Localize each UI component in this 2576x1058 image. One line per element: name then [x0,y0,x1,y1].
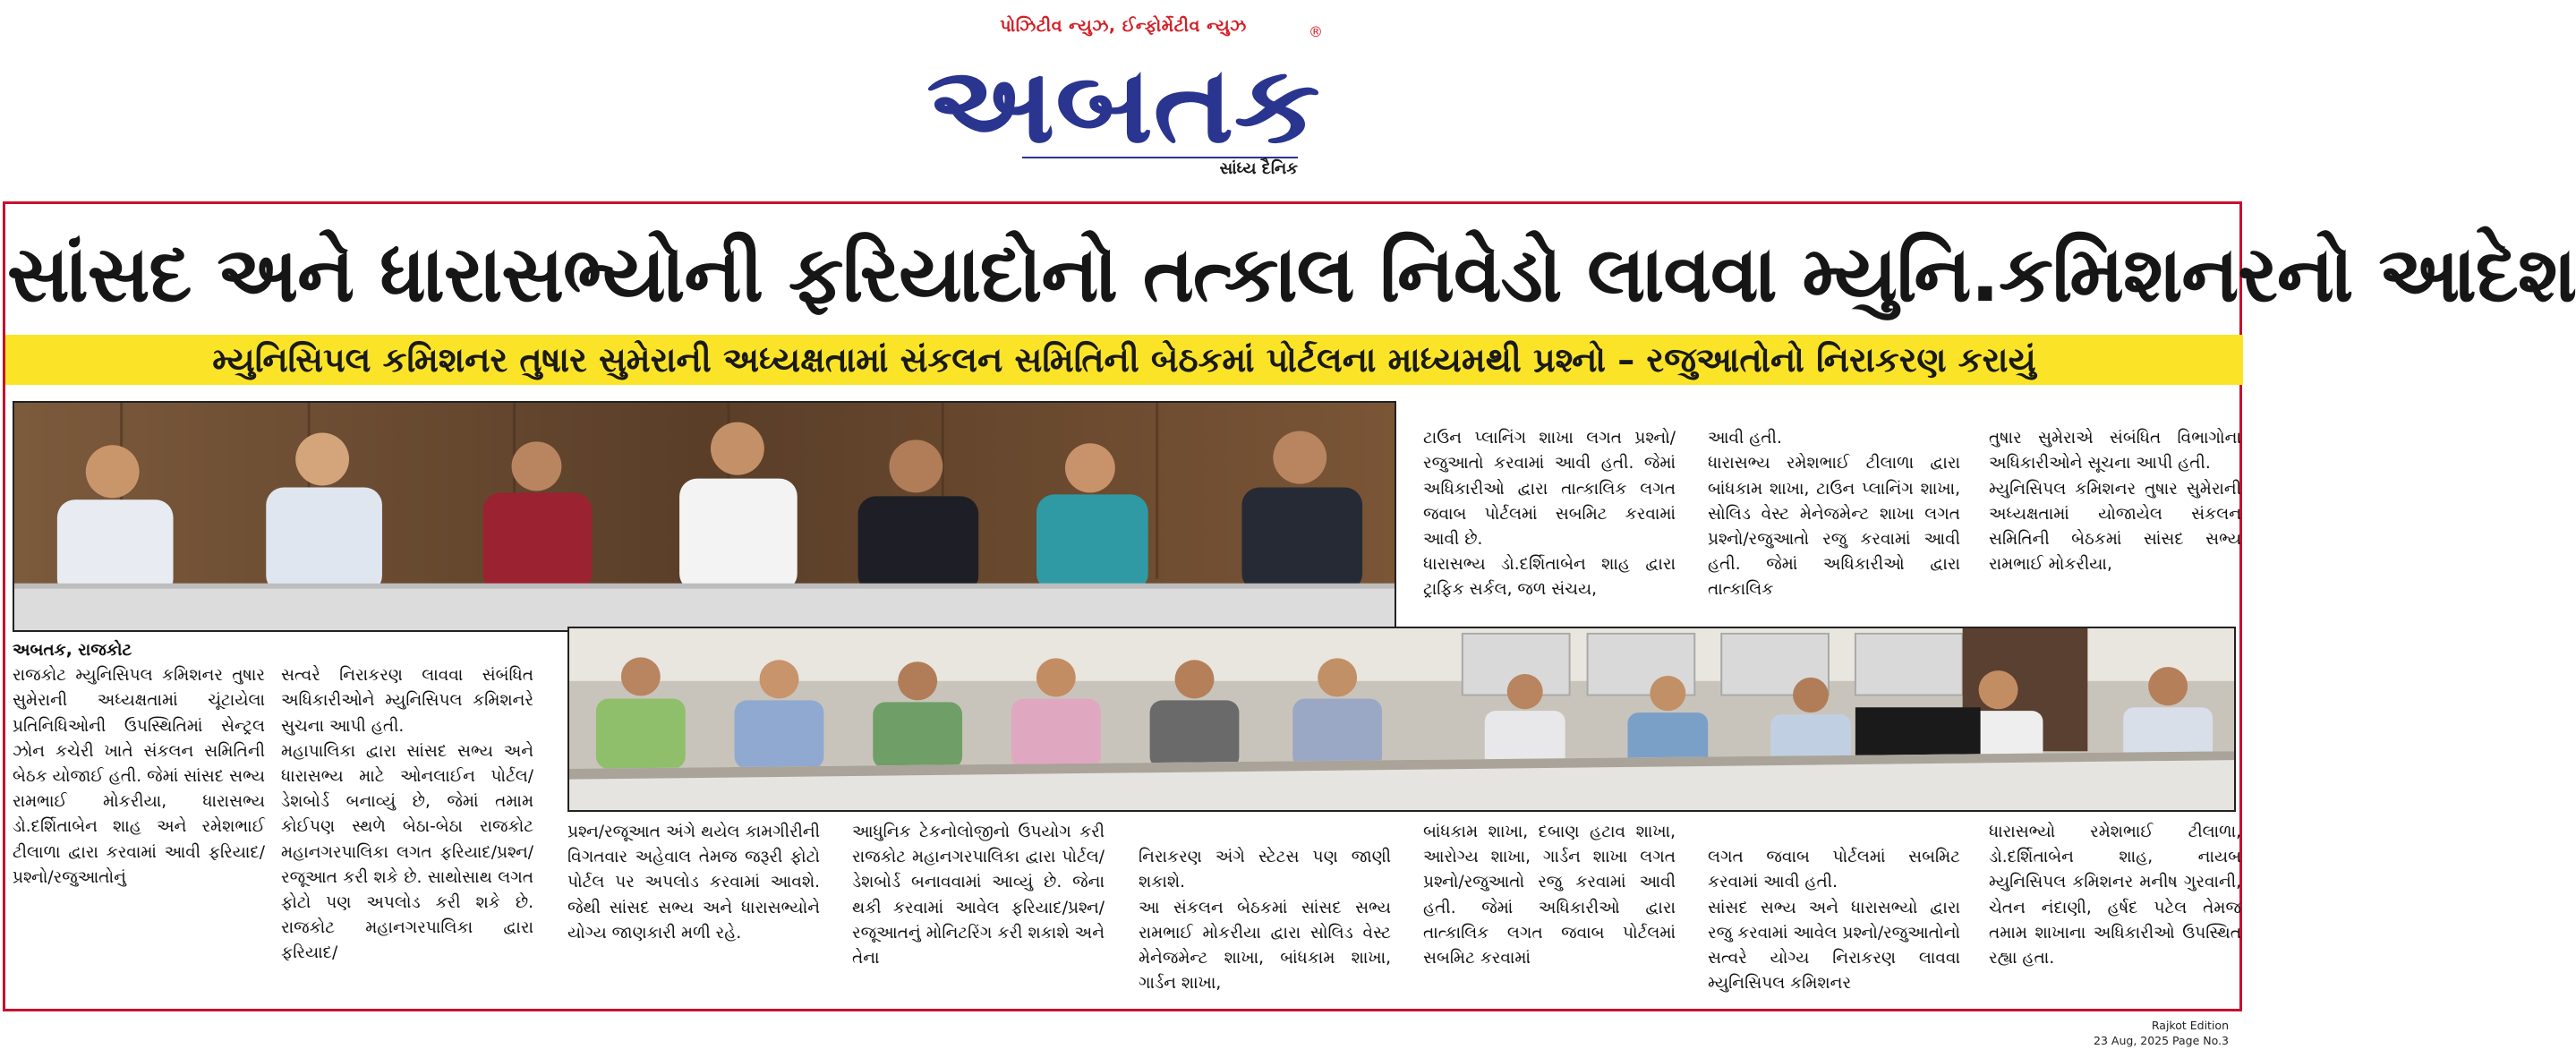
logo-subtitle: સાંધ્ય દૈનિક [1219,159,1298,178]
article-column-6 [1139,820,1391,1022]
article-column-3 [567,820,820,946]
subheadline-strap [5,335,2243,385]
article-column-1 [13,638,265,891]
article-column-text: આવી હતી. ધારાસભ્ય રમેશભાઈ ટીલાળા દ્વારા બાંધકામ શાખા, ટાઉન પ્લાનિંગ શાખા, સોલિડ વેસ્ટ મેનેજમેન્ટ શાખા લગત પ્રશ્નો/રજુઆતો રજુ કરવામાં આવી હતી. જેમાં અધિકારીઓ દ્વારા તાત્કાલિક [1708,429,1960,600]
meeting-photo-officers [567,627,2236,812]
article-column-8 [1423,820,1676,971]
article-column-text: રાજકોટ મ્યુનિસિપલ કમિશનર તુષાર સુમેરાની અધ્યક્ષતામાં ચૂંટાયેલા પ્રતિનિધિઓની ઉપસ્થિતિમાં સેન્ટ્રલ ઝોન કચેરી ખાતે સંકલન સમિતિની બેઠક યોજાઈ હતી. જેમાં સાંસદ સભ્ય રામભાઈ મોકરીયા, ધારાસભ્ય ડો.દર્શિતાબેન શાહ અને રમેશભાઈ ટીલાળા દ્વારા કરવામાં આવી ફરિયાદ/પ્રશ્નો/રજુઆતોનું [13,666,265,887]
edition-name: Rajkot Edition [2151,1019,2229,1032]
article-column-5 [1423,401,1676,628]
article-column-4 [852,820,1105,971]
article-column-text: પ્રશ્ન/રજૂઆત અંગે થયેલ કામગીરીની વિગતવાર અહેવાલ તેમજ જરૂરી ફોટો પોર્ટલ પર અપલોડ કરવામાં આવશે. જેથી સાંસદ સભ્ય અને ધારાસભ્યોને યોગ્ય જાણકારી મળી રહે. [567,823,820,943]
edition-info [2094,1018,2229,1048]
article-column-text: સત્વરે નિરાકરણ લાવવા સંબંધિત અધિકારીઓને મ્યુનિસિપલ કમિશનરે સુચના આપી હતી. મહાપાલિકા દ્વારા સાંસદ સભ્ય અને ધારાસભ્ય માટે ઓનલાઈન પોર્ટલ/ડેશબોર્ડ બનાવ્યું છે, જેમાં તમામ કોઈપણ સ્થળે બેઠા-બેઠા રાજકોટ મહાનગરપાલિકા લગત ફરિયાદ/પ્રશ્ન/રજૂઆત કરી શકે છે. સાથોસાથ લગત ફોટો પણ અપલોડ કરી શકે છે. રાજકોટ મહાનગરપાલિકા દ્વારા ફરિયાદ/ [281,666,533,963]
logo-wordmark: અબતક [926,43,1320,166]
article-column-text: લગત જવાબ પોર્ટલમાં સબમિટ કરવામાં આવી હતી. સાંસદ સભ્ય અને ધારાસભ્યો દ્વારા રજુ કરવામાં આવેલ પ્રશ્નો/રજુઆતોનો સત્વરે યોગ્ય નિરાકરણ લાવવા મ્યુનિસિપલ કમિશનર [1708,848,1960,994]
article-dateline: અબતક, રાજકોટ [13,641,132,660]
article-column-text: આધુનિક ટેકનોલોજીનો ઉપયોગ કરી રાજકોટ મહાનગરપાલિકા દ્વારા પોર્ટલ/ડેશબોર્ડ બનાવવામાં આવ્યું છે. જેના થકી કરવામાં આવેલ ફરિયાદ/પ્રશ્ન/રજૂઆતનું મોનિટરિંગ કરી શકાશે અને તેના [852,823,1105,968]
article-column-text: ટાઉન પ્લાનિંગ શાખા લગત પ્રશ્નો/રજુઆતો કરવામાં આવી હતી. જેમાં અધિકારીઓ દ્વારા તાત્કાલિક લગત જવાબ પોર્ટલમાં સબમિટ કરવામાં આવી છે. ધારાસભ્ય ડો.દર્શિતાબેન શાહ દ્વારા ટ્રાફિક સર્કલ, જળ સંચય, [1423,429,1676,600]
masthead-tagline: પોઝિટીવ ન્યુઝ, ઈન્ફોર્મેટીવ ન્યુઝ [1000,16,1247,36]
article-column-10 [1708,820,1960,1022]
article-subheadline: મ્યુનિસિપલ કમિશનર તુષાર સુમેરાની અધ્યક્ષતામાં સંકલન સમિતિની બેઠકમાં પોર્ટલના માધ્યમથી પ્રશ્નો – રજુઆતોનો નિરાકરણ કરાયું [212,340,2036,380]
article-column-9 [1989,401,2241,603]
article-column-7 [1708,401,1960,628]
masthead [922,16,1325,182]
article-column-text: બાંધકામ શાખા, દબાણ હટાવ શાખા, આરોગ્ય શાખા, ગાર્ડન શાખા લગત પ્રશ્નો/રજુઆતો રજુ કરવામાં આવી હતી. જેમાં અધિકારીઓ દ્વારા તાત્કાલિક લગત જવાબ પોર્ટલમાં સબમિટ કરવામાં [1423,823,1676,968]
meeting-photo-officials [13,401,1396,632]
article-column-11 [1989,820,2241,971]
article-column-2 [281,638,533,992]
article-headline: સાંસદ અને ધારાસભ્યોની ફરિયાદોનો તત્કાલ નિવેડો લાવવા મ્યુનિ.કમિશનરનો આદેશ [7,230,2576,320]
registered-mark: ® [1309,23,1323,40]
article-column-text: તુષાર સુમેરાએ સંબંધિત વિભાગોના અધિકારીઓને સૂચના આપી હતી. મ્યુનિસિપલ કમિશનર તુષાર સુમેરાની અધ્યક્ષતામાં યોજાયેલ સંકલન સમિતિની બેઠકમાં સાંસદ સભ્ય રામભાઈ મોકરીયા, [1989,429,2241,575]
edition-date-page: 23 Aug, 2025 Page No.3 [2094,1034,2229,1047]
newspaper-logo [922,43,1325,177]
article-column-text: ધારાસભ્યો રમેશભાઈ ટીલાળા, ડો.દર્શિતાબેન શાહ, નાયબ મ્યુનિસિપલ કમિશનર મનીષ ગુરવાની, ચેતન નંદાણી, હર્ષદ પટેલ તેમજ તમામ શાખાના અધિકારીઓ ઉપસ્થિત રહ્યા હતા. [1989,823,2241,968]
article-column-text: નિરાકરણ અંગે સ્ટેટસ પણ જાણી શકાશે. આ સંકલન બેઠકમાં સાંસદ સભ્ય રામભાઈ મોકરીયા દ્વારા સોલિડ વેસ્ટ મેનેજમેન્ટ શાખા, બાંધકામ શાખા, ગાર્ડન શાખા, [1139,848,1391,994]
